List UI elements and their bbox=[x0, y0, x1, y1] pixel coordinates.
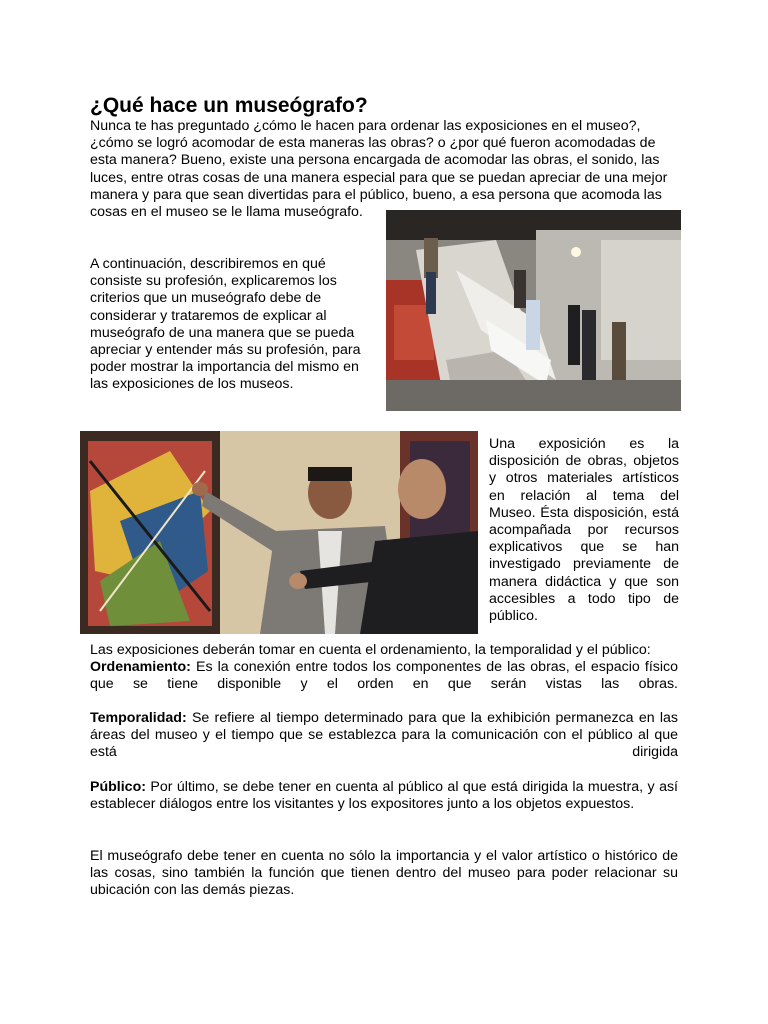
continuation-paragraph: A continuación, describiremos en qué consiste su profesión, explicaremos los criterios que un museógrafo debe de considerar y trataremos de explicar al museógrafo de una manera que se pueda apreciar y entender más su profesión, para poder mostrar la importancia del mismo en las exposiciones de los museos. bbox=[90, 256, 361, 393]
museum-installation-photo bbox=[386, 210, 681, 411]
exposition-definition-paragraph: Una exposición es la disposición de obras, objetos y otros materiales artísticos en relación al tema del Museo. Ésta disposición, está acompañada por recursos explicativos que se han investigado previamente de manera didáctica y que son accesibles a todo tipo de público. bbox=[489, 436, 679, 625]
intro-paragraph: Nunca te has preguntado ¿cómo le hacen para ordenar las exposiciones en el museo?, ¿cómo se logró acomodar de esta maneras las obras? o ¿por qué fueron acomodadas de esta manera? Bueno, existe una persona encargada de acomodar las obras, el sonido, las luces, entre otras cosas de una manera especial para que se puedan apreciar de una mejor manera y para que sean divertidas para el público, bueno, a esa persona que acomoda las cosas en el museo se le llama museógrafo. bbox=[90, 118, 668, 221]
temporalidad-text: Se refiere al tiempo determinado para que la exhibición permanezca en las áreas del museo y el tiempo que se establezca para la comunicación con el público al que está dirigida bbox=[90, 710, 678, 761]
temporalidad-paragraph bbox=[90, 710, 678, 762]
criteria-intro: Las exposiciones deberán tomar en cuenta el ordenamiento, la temporalidad y el público: bbox=[90, 642, 651, 658]
publico-paragraph bbox=[90, 779, 678, 813]
gallery-discussion-photo bbox=[80, 431, 478, 634]
ordenamiento-text: Es la conexión entre todos los componentes de las obras, el espacio físico que se tiene disponible y el orden en que serán vistas las obras. bbox=[90, 659, 678, 693]
publico-text: Por último, se debe tener en cuenta al público al que está dirigida la muestra, y así establecer diálogos entre los visitantes y los expositores junto a los objetos expuestos. bbox=[90, 779, 678, 813]
ordenamiento-term: Ordenamiento: bbox=[90, 659, 191, 676]
closing-paragraph: El museógrafo debe tener en cuenta no sólo la importancia y el valor artístico o histórico de las cosas, sino también la función que tienen dentro del museo para poder relacionar su ubicación con las demás piezas. bbox=[90, 848, 678, 899]
page-title: ¿Qué hace un museógrafo? bbox=[90, 94, 368, 117]
temporalidad-term: Temporalidad: bbox=[90, 710, 187, 726]
criteria-block bbox=[90, 642, 678, 694]
ordenamiento-paragraph bbox=[90, 659, 678, 693]
publico-term: Público: bbox=[90, 779, 146, 795]
